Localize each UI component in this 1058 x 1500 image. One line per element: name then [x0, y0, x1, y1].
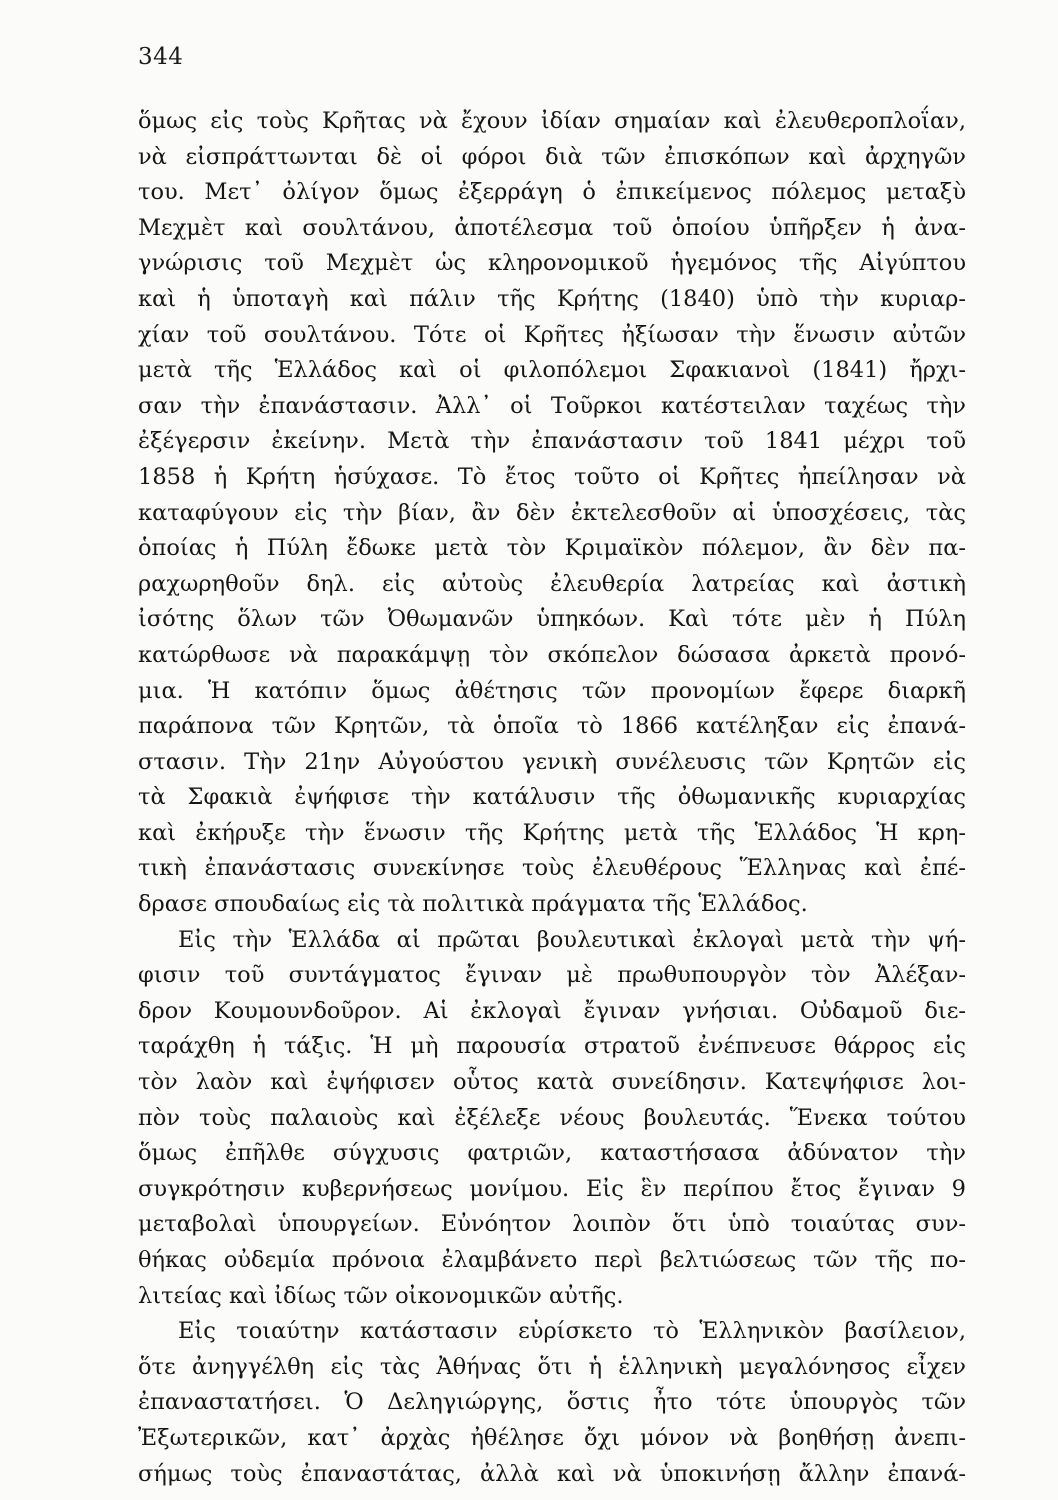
text-line: συγκρότησιν κυβερνήσεως μονίμου. Εἰς ἓν περίπου ἔτος ἔγιναν 9	[138, 1175, 966, 1202]
paragraph-1	[138, 104, 966, 923]
text-line: μια. Ἡ κατόπιν ὅμως ἀθέτησις τῶν προνομίων ἔφερε διαρκῆ	[138, 677, 966, 704]
text-line: Ἐξωτερικῶν, κατ᾽ ἀρχὰς ἠθέλησε ὄχι μόνον νὰ βοηθήσῃ ἀνεπι-	[138, 1424, 966, 1451]
text-line: ἰσότης ὅλων τῶν Ὀθωμανῶν ὑπηκόων. Καὶ τότε μὲν ἡ Πύλη	[138, 606, 966, 633]
text-line: Μεχμὲτ καὶ σουλτάνου, ἀποτέλεσμα τοῦ ὁποίου ὑπῆρξεν ἡ ἀνα-	[138, 214, 966, 241]
text-line: παράπονα τῶν Κρητῶν, τὰ ὁποῖα τὸ 1866 κατέληξαν εἰς ἐπανά-	[138, 713, 966, 740]
text-line: ὅτε ἀνηγγέλθη εἰς τὰς Ἀθήνας ὅτι ἡ ἑλληνικὴ μεγαλόνησος εἶχεν	[138, 1353, 966, 1380]
text-line: καταφύγουν εἰς τὴν βίαν, ἂν δὲν ἐκτελεσθοῦν αἱ ὑποσχέσεις, τὰς	[138, 499, 966, 526]
paragraph-2	[138, 923, 966, 1315]
text-line: ἐξέγερσιν ἐκείνην. Μετὰ τὴν ἐπανάστασιν τοῦ 1841 μέχρι τοῦ	[138, 428, 966, 455]
text-line: φισιν τοῦ συντάγματος ἔγιναν μὲ πρωθυπουργὸν τὸν Ἀλέξαν-	[138, 962, 966, 989]
text-line: ταράχθη ἡ τάξις. Ἡ μὴ παρουσία στρατοῦ ἐνέπνευσε θάρρος εἰς	[138, 1033, 966, 1060]
text-line: ὅμως εἰς τοὺς Κρῆτας νὰ ἔχουν ἰδίαν σημαίαν καὶ ἐλευθεροπλοΐαν,	[138, 108, 966, 134]
text-line: λιτείας καὶ ἰδίως τῶν οἰκονομικῶν αὐτῆς.	[138, 1282, 624, 1309]
text-line: τὰ Σφακιὰ ἐψήφισε τὴν κατάλυσιν τῆς ὀθωμανικῆς κυριαρχίας	[138, 784, 966, 811]
text-line: Εἰς τὴν Ἑλλάδα αἱ πρῶται βουλευτικαὶ ἐκλογαὶ μετὰ τὴν ψή-	[178, 926, 966, 953]
text-line: στασιν. Τὴν 21ην Αὐγούστου γενικὴ συνέλευσις τῶν Κρητῶν εἰς	[138, 748, 966, 775]
text-line: χίαν τοῦ σουλτάνου. Τότε οἱ Κρῆτες ἠξίωσαν τὴν ἕνωσιν αὐτῶν	[138, 321, 966, 348]
text-line: γνώρισις τοῦ Μεχμὲτ ὡς κληρονομικοῦ ἡγεμόνος τῆς Αἰγύπτου	[138, 250, 966, 277]
text-line: σαν τὴν ἐπανάστασιν. Ἀλλ᾽ οἱ Τοῦρκοι κατέστειλαν ταχέως τὴν	[138, 392, 966, 419]
text-line: ἐπαναστατήσει. Ὁ Δεληγιώργης, ὅστις ἦτο τότε ὑπουργὸς τῶν	[138, 1389, 966, 1416]
text-line: ὅμως ἐπῆλθε σύγχυσις φατριῶν, καταστήσασα ἀδύνατον τὴν	[138, 1140, 966, 1167]
text-line: του. Μετ᾽ ὀλίγον ὅμως ἐξερράγη ὁ ἐπικείμενος πόλεμος μεταξὺ	[138, 179, 966, 206]
text-line: δρασε σπουδαίως εἰς τὰ πολιτικὰ πράγματα τῆς Ἑλλάδος.	[138, 891, 808, 918]
text-line: καὶ ἐκήρυξε τὴν ἕνωσιν τῆς Κρήτης μετὰ τῆς Ἑλλάδος Ἡ κρη-	[138, 819, 966, 846]
page-number: 344	[138, 44, 184, 70]
body-text	[138, 104, 966, 1492]
text-line: ραχωρηθοῦν δηλ. εἰς αὐτοὺς ἐλευθερία λατρείας καὶ ἀστικὴ	[138, 570, 966, 597]
text-line: νὰ εἰσπράττωνται δὲ οἱ φόροι διὰ τῶν ἐπισκόπων καὶ ἀρχηγῶν	[138, 143, 966, 170]
text-line: μεταβολαὶ ὑπουργείων. Εὐνόητον λοιπὸν ὅτι ὑπὸ τοιαύτας συν-	[138, 1211, 966, 1238]
text-line: τὸν λαὸν καὶ ἐψήφισεν οὗτος κατὰ συνείδησιν. Κατεψήφισε λοι-	[138, 1069, 966, 1096]
text-line: 1858 ἡ Κρήτη ἡσύχασε. Τὸ ἔτος τοῦτο οἱ Κρῆτες ἠπείλησαν νὰ	[138, 463, 966, 490]
text-line: κατώρθωσε νὰ παρακάμψῃ τὸν σκόπελον δώσασα ἀρκετὰ προνό-	[138, 641, 966, 668]
text-line: τικὴ ἐπανάστασις συνεκίνησε τοὺς ἐλευθέρους Ἕλληνας καὶ ἐπέ-	[138, 855, 966, 882]
text-line: Εἰς τοιαύτην κατάστασιν εὑρίσκετο τὸ Ἑλληνικὸν βασίλειον,	[178, 1318, 966, 1345]
text-line: ὁποίας ἡ Πύλη ἔδωκε μετὰ τὸν Κριμαϊκὸν πόλεμον, ἂν δὲν πα-	[138, 535, 966, 562]
text-line: μετὰ τῆς Ἑλλάδος καὶ οἱ φιλοπόλεμοι Σφακιανοὶ (1841) ἤρχι-	[138, 357, 966, 384]
text-line: καὶ ἡ ὑποταγὴ καὶ πάλιν τῆς Κρήτης (1840) ὑπὸ τὴν κυριαρ-	[138, 285, 966, 312]
text-line: δρον Κουμουνδοῦρον. Αἱ ἐκλογαὶ ἔγιναν γνήσιαι. Οὐδαμοῦ διε-	[138, 997, 966, 1024]
text-line: σήμως τοὺς ἐπαναστάτας, ἀλλὰ καὶ νὰ ὑποκινήσῃ ἄλλην ἐπανά-	[138, 1460, 966, 1487]
text-line: πὸν τοὺς παλαιοὺς καὶ ἐξέλεξε νέους βουλευτάς. Ἕνεκα τούτου	[138, 1104, 966, 1131]
text-line: θήκας οὐδεμία πρόνοια ἐλαμβάνετο περὶ βελτιώσεως τῶν τῆς πο-	[138, 1247, 966, 1273]
paragraph-3	[138, 1314, 966, 1492]
